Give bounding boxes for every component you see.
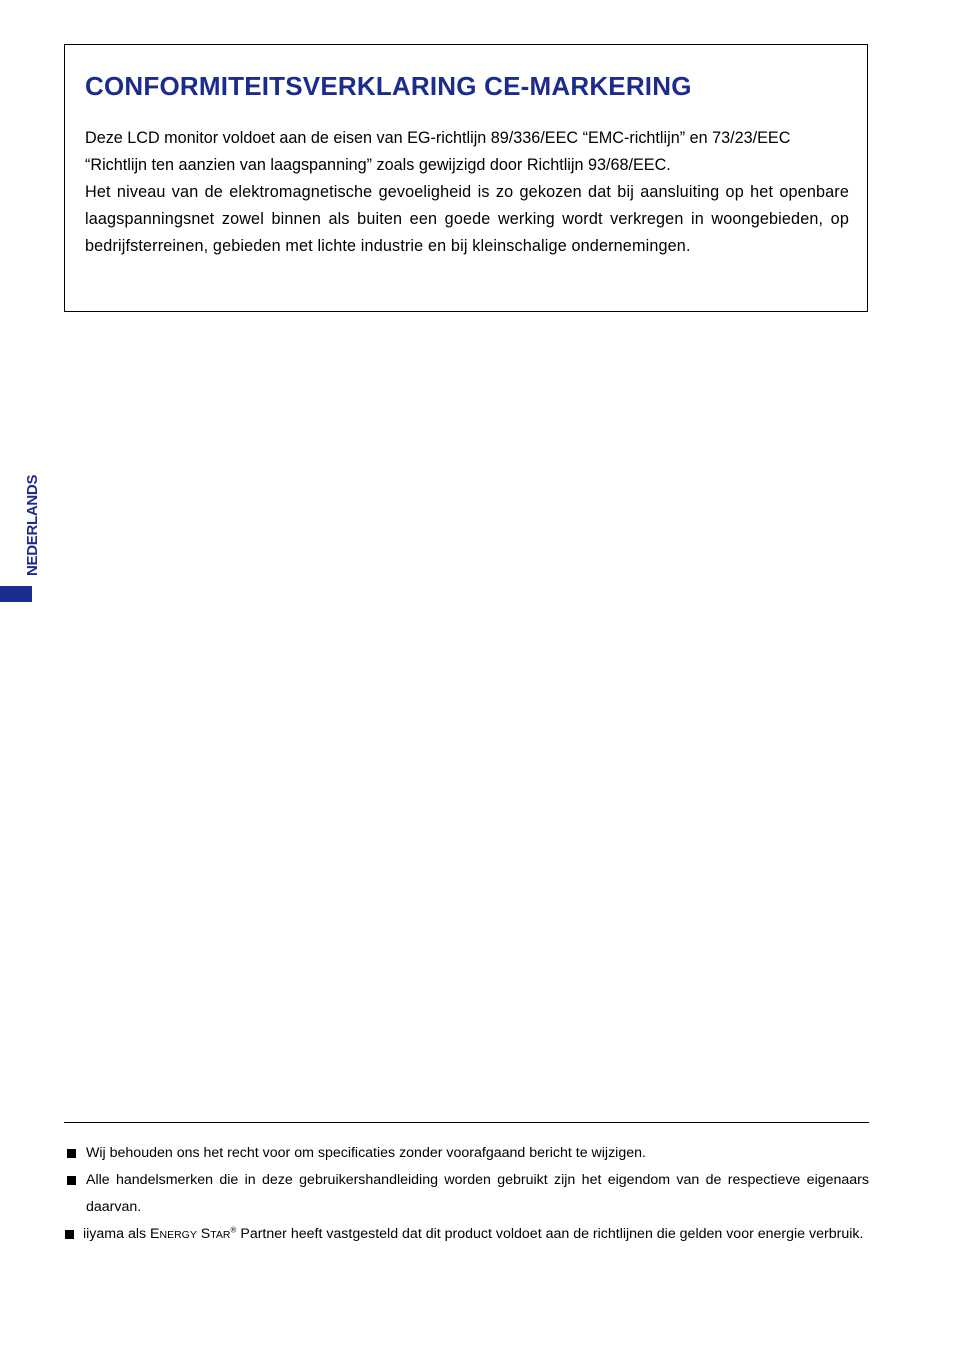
star-initial: S (200, 1226, 211, 1242)
footnote-text: Alle handelsmerken die in deze gebruikershandleiding worden gebruikt zijn het eigendom van de respectieve eigenaars daarvan. (86, 1172, 869, 1215)
energy-initial: E (150, 1226, 160, 1242)
footnotes (64, 1140, 869, 1249)
section-title: CONFORMITEITSVERKLARING CE-MARKERING (85, 71, 692, 101)
square-bullet-icon (65, 1230, 74, 1239)
energy-rest: NERGY (159, 1229, 197, 1241)
star-rest: TAR (210, 1229, 231, 1241)
language-tab-marker (0, 586, 32, 602)
ce-declaration-body (85, 125, 849, 260)
paragraph-2: Het niveau van de elektromagnetische gevoeligheid is zo gekozen dat bij aansluiting op het openbare laagspanningsnet zowel binnen als buiten een goede werking wordt verkregen in woongebieden, op bedrijfsterreinen, gebieden met lichte industrie en bij kleinschalige ondernemingen. (85, 183, 849, 255)
footnote-divider (64, 1122, 869, 1123)
registered-mark: ® (230, 1225, 237, 1235)
language-tab-label: NEDERLANDS (24, 474, 41, 576)
paragraph-1-line-1: Deze LCD monitor voldoet aan de eisen van EG-richtlijn 89/336/EEC “EMC-richtlijn” en 73/23/EEC (85, 129, 791, 147)
footnote-item (64, 1221, 869, 1249)
footnote-prefix: iiyama als (83, 1226, 147, 1242)
footnote-suffix: Partner heeft vastgesteld dat dit product voldoet aan de richtlijnen die gelden voor energie verbruik. (240, 1226, 864, 1242)
square-bullet-icon (67, 1149, 76, 1158)
footnote-text: Wij behouden ons het recht voor om specificaties zonder voorafgaand bericht te wijzigen. (86, 1145, 646, 1161)
footnote-item (64, 1167, 869, 1221)
paragraph-1-line-2: “Richtlijn ten aanzien van laagspanning” zoals gewijzigd door Richtlijn 93/68/EEC. (85, 156, 671, 174)
energy-star-mark (150, 1226, 236, 1242)
square-bullet-icon (67, 1176, 76, 1185)
ce-declaration-box (64, 44, 868, 312)
footnote-item (64, 1140, 869, 1167)
